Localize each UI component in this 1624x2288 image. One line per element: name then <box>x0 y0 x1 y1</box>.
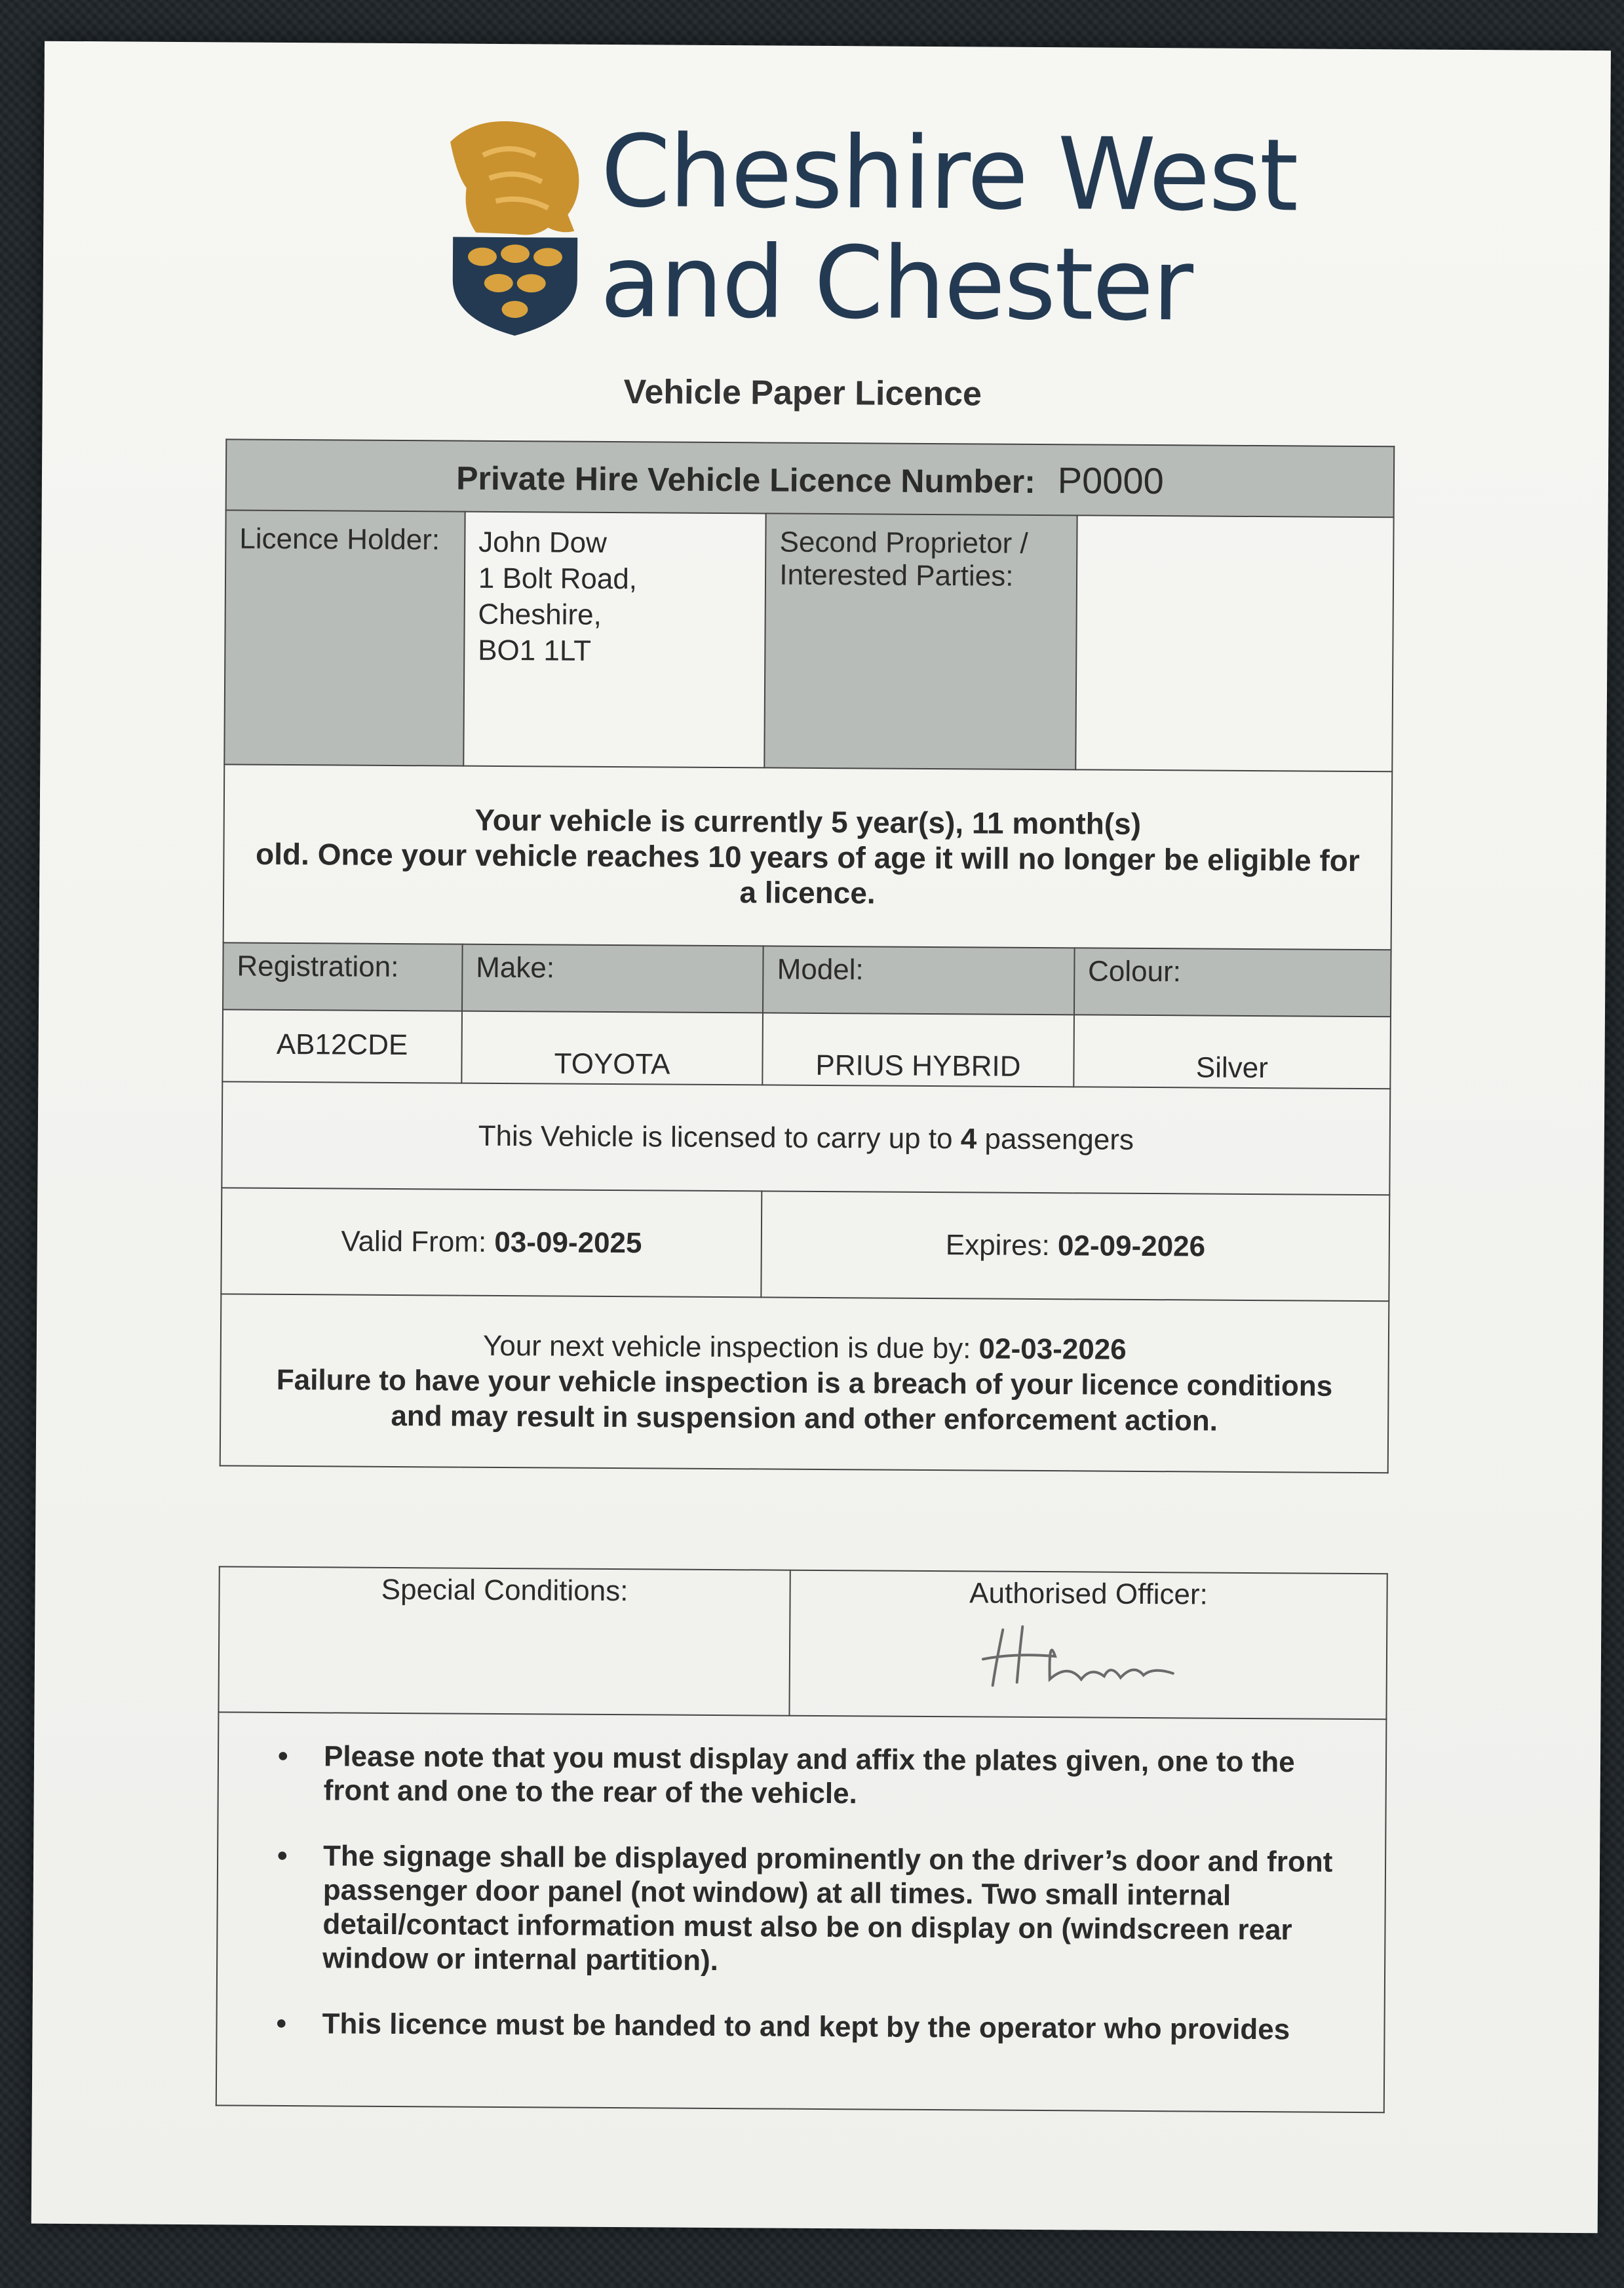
licence-number-label: Private Hire Vehicle Licence Number: <box>456 459 1036 500</box>
bullet-icon: • <box>276 2007 287 2040</box>
org-name-line2: and Chester <box>600 223 1193 343</box>
authorised-officer-label: Authorised Officer: <box>969 1577 1208 1611</box>
colour-value: Silver <box>1073 1015 1391 1089</box>
inspection-notice <box>220 1294 1389 1473</box>
passengers-prefix: This Vehicle is licensed to carry up to <box>478 1119 953 1155</box>
address-line: Cheshire, <box>478 598 602 631</box>
note-item <box>256 2007 1344 2047</box>
valid-from <box>221 1188 762 1297</box>
passengers-suffix: passengers <box>984 1123 1134 1156</box>
address-line: BO1 1LT <box>478 634 592 667</box>
address-line: John Dow <box>478 526 607 559</box>
note-text: Please note that you must display and affix the plates given, one to the front and one to the rear of the vehicle. <box>323 1740 1295 1810</box>
conditions-table <box>216 1566 1388 2113</box>
licence-notes <box>216 1712 1387 2112</box>
bullet-icon: • <box>277 1739 288 1773</box>
licence-number-row <box>226 439 1395 517</box>
authorised-officer-cell <box>789 1570 1387 1720</box>
licence-table <box>220 438 1395 1473</box>
inspection-warning-line1: Failure to have your vehicle inspection is a breach of your licence conditions <box>276 1363 1333 1403</box>
make-value: TOYOTA <box>461 1011 763 1085</box>
council-crest-logo <box>436 115 588 339</box>
note-text: The signage shall be displayed prominently on the driver’s door and front passenger door panel (not window) at all times. Two small internal detail/contact information must also be on display on (windscreen rear window or internal partition). <box>322 1840 1333 1977</box>
inspection-due-date: 02-03-2026 <box>978 1332 1127 1366</box>
second-proprietor-label-line1: Second Proprietor / <box>779 526 1028 560</box>
registration-value: AB12CDE <box>222 1009 461 1083</box>
licence-paper <box>31 41 1611 2234</box>
valid-from-label: Valid From: <box>341 1225 487 1258</box>
inspection-due-label: Your next vehicle inspection is due by: <box>482 1329 971 1365</box>
vehicle-age-line1: Your vehicle is currently 5 year(s), 11 month(s) <box>474 802 1142 841</box>
expires-date: 02-09-2026 <box>1057 1230 1206 1263</box>
model-header: Model: <box>763 946 1074 1015</box>
address-line: 1 Bolt Road, <box>478 562 638 596</box>
colour-header: Colour: <box>1074 948 1391 1017</box>
special-conditions-label: Special Conditions: <box>218 1566 790 1715</box>
second-proprietor-label <box>765 513 1077 769</box>
organisation-name <box>600 113 1298 343</box>
model-value: PRIUS HYBRID <box>763 1013 1074 1087</box>
note-text: This licence must be handed to and kept by the operator who provides <box>322 2007 1290 2046</box>
document-title: Vehicle Paper Licence <box>623 373 982 414</box>
registration-header: Registration: <box>223 942 462 1011</box>
vehicle-age-line2: old. Once your vehicle reaches 10 years of age it will no longer be eligible for <box>255 836 1360 878</box>
note-item <box>257 1839 1345 1982</box>
second-proprietor-value <box>1075 515 1394 771</box>
expires-label: Expires: <box>945 1229 1050 1262</box>
note-item <box>258 1739 1347 1814</box>
make-header: Make: <box>462 944 764 1013</box>
expires <box>762 1191 1390 1301</box>
vehicle-age-notice <box>223 764 1393 950</box>
inspection-warning-line2: and may result in suspension and other enforcement action. <box>391 1399 1218 1437</box>
vehicle-age-line3: a licence. <box>739 875 876 910</box>
valid-from-date: 03-09-2025 <box>494 1226 642 1260</box>
bullet-icon: • <box>277 1839 288 1872</box>
org-name-line1: Cheshire West <box>600 113 1298 234</box>
passenger-capacity <box>222 1081 1390 1195</box>
licence-holder-label: Licence Holder: <box>224 510 465 766</box>
officer-signature <box>976 1616 1200 1696</box>
licence-holder-address <box>463 512 766 768</box>
passengers-count: 4 <box>960 1123 977 1155</box>
licence-number: P0000 <box>1057 459 1164 501</box>
second-proprietor-label-line2: Interested Parties: <box>779 558 1014 592</box>
